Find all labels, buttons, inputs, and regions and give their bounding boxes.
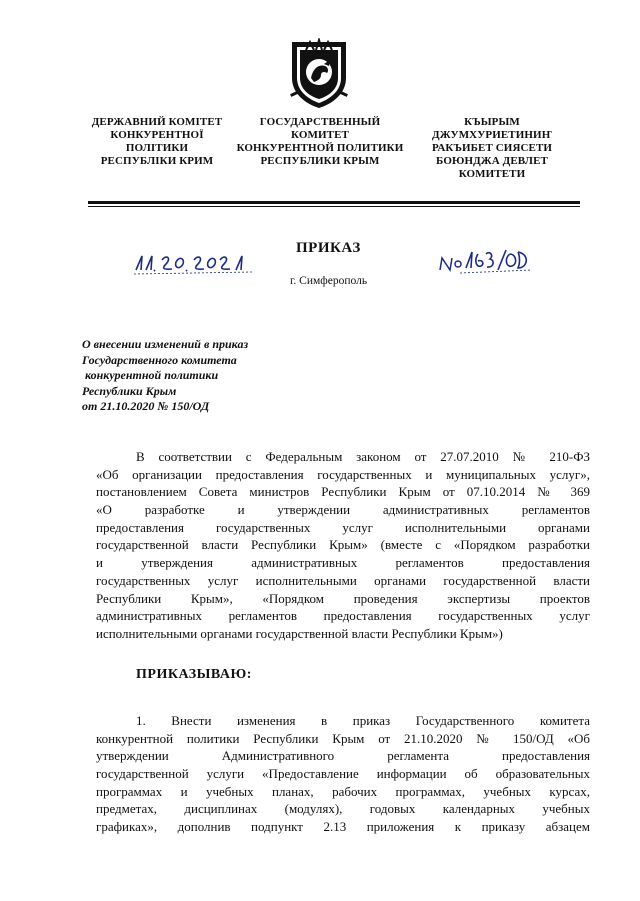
- preamble-line: В соответствии с Федеральным законом от 27.07.2010 № 210-ФЗ: [136, 449, 590, 464]
- item-1-line: предметах, дисциплинах (модулях), годовых календарных учебных: [96, 801, 590, 817]
- preamble-line: государственной власти Республики Крым» (вместе с «Порядком разработки: [96, 537, 590, 553]
- preamble-line: постановлением Совета министров Республики Крым от 07.10.2014 № 369: [96, 484, 590, 500]
- coat-of-arms-emblem: [286, 38, 352, 110]
- preamble-line: предоставления государственных услуг исполнительными органами: [96, 519, 590, 535]
- preamble-line: Республики Крым», «Порядком проведения экспертизы проектов: [96, 590, 590, 606]
- org-name-russian: ГОСУДАРСТВЕННЫЙ КОМИТЕТ КОНКУРЕНТНОЙ ПОЛИТИКИ РЕСПУБЛИКИ КРЫМ: [236, 116, 404, 167]
- preamble-line: и утверждения административных регламентов предоставления: [96, 555, 590, 571]
- item-1-line: государственной услуги «Предоставление информации об образовательных: [96, 766, 590, 782]
- preamble-line: государственных услуг исполнительными органами государственной власти: [96, 572, 590, 588]
- item-1-line: утверждении Административного регламента предоставления: [96, 748, 590, 764]
- org-name-ukrainian: ДЕРЖАВНИЙ КОМІТЕТ КОНКУРЕНТНОЇ ПОЛІТИКИ РЕСПУБЛІКИ КРИМ: [91, 116, 223, 167]
- item-1-paragraph: [96, 712, 590, 836]
- preamble-paragraph: [96, 448, 590, 643]
- preamble-line: административных регламентов предоставления государственных услуг: [96, 608, 590, 624]
- order-command: ПРИКАЗЫВАЮ:: [136, 667, 252, 682]
- order-city: г. Симферополь: [290, 275, 368, 287]
- item-1-line: конкурентной политики Республики Крым от 21.10.2020 № 150/ОД «Об: [96, 730, 590, 746]
- item-1-line: графиках», дополнив подпункт 2.13 приложения к приказу абзацем: [96, 819, 590, 835]
- item-1-line: программах и учебных планах, рабочих программах, учебных курсах,: [96, 783, 590, 799]
- order-title: ПРИКАЗ: [296, 240, 361, 256]
- header-divider-thick: [88, 201, 580, 204]
- preamble-line: исполнительными органами государственной власти Республики Крым»): [96, 625, 503, 641]
- handwritten-order-number: [438, 246, 534, 276]
- org-name-crimean-tatar: КЪЫРЫМ ДЖУМХУРИЕТИНИҤ РАКЪИБЕТ СИЯСЕТИ БОЮНДЖА ДЕВЛЕТ КОМИТЕТИ: [431, 116, 553, 180]
- preamble-line: «Об организации предоставления государственных и муниципальных услуг»,: [96, 466, 590, 482]
- item-1-line: 1. Внести изменения в приказ Государственного комитета: [136, 713, 590, 728]
- header-divider-thin: [88, 206, 580, 207]
- handwritten-date: [132, 250, 258, 276]
- preamble-line: «О разработке и утверждении административных регламентов: [96, 502, 590, 518]
- order-subject: О внесении изменений в приказ Государственного комитета конкурентной политики Республики Крым от 21.10.2020 № 150/ОД: [82, 337, 249, 414]
